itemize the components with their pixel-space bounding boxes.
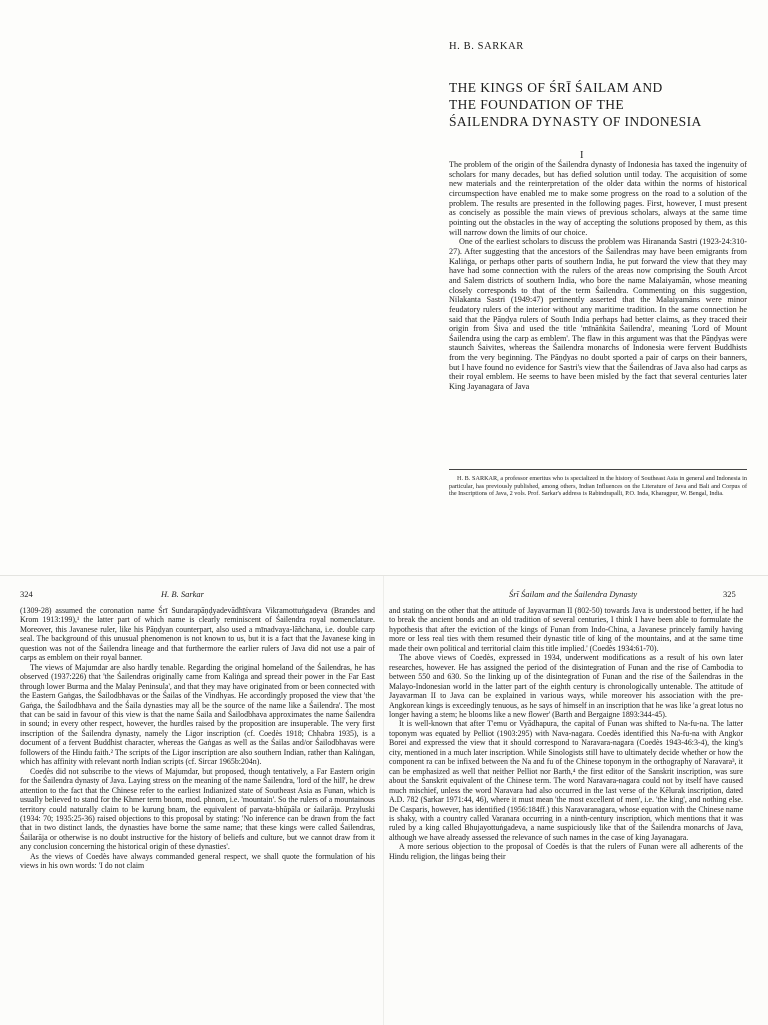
running-head-right: Śrī Śailam and the Śailendra Dynasty	[509, 589, 638, 599]
body-paragraph: The problem of the origin of the Śailendra dynasty of Indonesia has taxed the ingenuity of scholars for many decades, but has defied solution until today. The acquisition of some new materials and the reinterpretation of the older data within the norms of historical circumspection have enabled me to make some progress on the road to a solution of the problem. The results are presented in the following pages. First, however, I must present as concisely as possible the main views of previous scholars, always at the same time pointing out the obstacles in the way of accepting the solutions proposed by them, as this will narrow down the limits of our choice.	[449, 160, 747, 237]
title-line: THE KINGS OF ŚRĪ ŚAILAM AND	[449, 80, 663, 95]
right-page-text	[389, 606, 743, 861]
author-name: H. B. SARKAR	[449, 41, 524, 52]
two-page-spread	[0, 575, 768, 1025]
body-paragraph: and stating on the other that the attitude of Jayavarman II (802-50) towards Java is understood better, if he had to break the ancient bonds and an old tradition of several centuries, I think I have been able to formulate the hypothesis that after the eviction of the kings of Funan from Indo-China, a Javanese princely family having more or less real ties with them resumed their dynastic title of king of the mountains, and at the same time made their own political and territorial claim this title implied.' (Coedès 1934:61-70).	[389, 606, 743, 653]
left-page-text	[20, 606, 375, 871]
page-gutter	[383, 576, 384, 1025]
section-number: I	[580, 150, 584, 161]
article-body	[449, 160, 747, 392]
footnote-rule	[449, 469, 747, 470]
footnote-text: H. B. SARKAR, a professor emeritus who is specialized in the history of Southeast Asia in general and Indonesia in particular, has previously published, among others, Indian Influences on the Literature of Java and Bali and Corpus of the Inscriptions of Java, 2 vols. Prof. Sarkar's address is Rabindrapalli, P.O. Inda, Kharagpur, W. Bengal, India.	[449, 475, 747, 498]
author-footnote	[449, 475, 747, 498]
article-title	[449, 79, 749, 130]
body-paragraph: Coedès did not subscribe to the views of Majumdar, but proposed, though tentatively, a Far Eastern origin for the Śailendra dynasty of Java. Laying stress on the meaning of the name Śailendra, 'lord of the hill', he drew attention to the fact that the Chinese refer to the earliest Indianized state of Southeast Asia as Funan, which is usually believed to stand for the Khmer term bnom, mod. phnom, i.e. 'mountain'. So the rulers of a mountainous territory could naturally claim to be kurung bnam, the equivalent of parvata-bhūpāla or śailarāja. Przyluski (1934: 70; 1935:25-36) raised objections to this proposal by stating: 'No inference can be drawn from the fact that in two distinct lands, the dynasties have borne the same name; that these kings were called Śailendras, Śailarāja or otherwise is no doubt instructive for the history of beliefs and culture, but we cannot draw from it any conclusion concerning the historical origin of these dynasties'.	[20, 766, 375, 852]
body-paragraph: A more serious objection to the proposal of Coedès is that the rulers of Funan were all adherents of the Hindu religion, the liṅgas being their	[389, 842, 743, 861]
body-paragraph: The above views of Coedès, expressed in 1934, underwent modifications as a result of his own later researches, however. He has assigned the period of the disintegration of Funan and the rise of Cambodia to between 550 and 630. So the linking up of the disintegration of Funan and the rise of the Śailendras in the Malayo-Indonesian world in the latter part of the eighth century is chronologically untenable. The attitude of Jayavarman II to Java can be explained in various ways, while moreover his association with the pre-Angkorean kings is exceedingly tenuous, as he says of himself in an inscription that he was like 'a great lotus no longer having a stem; he blooms like a new flower' (Barth and Bergaigne 1893:344-45).	[389, 653, 744, 719]
running-head-left: H. B. Sarkar	[161, 589, 204, 599]
body-paragraph: It is well-known that after T'emu or Vyādhapura, the capital of Funan was shifted to Na-fu-na. The latter toponym was equated by Pelliot (1903:295) with Nava-nagara. Coedès identified this Na-fu-na with Angkor Borei and expressed the view that it should correspond to Naravara-nagara (Coedès 1943-46:3-4), the king's city, mentioned in a much later inscription. While Sinologists still have to ultimately decide whether or how the component ra can be infixed between the Na and fu of the Chinese toponym in the orthography of Naravara³, it can be emphasized as well that neither Pelliot nor Barth,⁴ the first editor of the Sanskrit inscription, was sure about the Sanskrit equivalent of the Chinese term. The word Naravara-nagara could not by itself have caused much mischief, unless the word Naravara had also occurred in the last verse of the Kĕlurak inscription, dated A.D. 782 (Sarkar 1971:44, 46), where it must mean 'the most excellent of men', i.e. 'the king', and nothing else. De Casparis, however, has identified (1956:184ff.) this Naravaranagara, whose equation with the Chinese name is shaky, with a country called Varanara occurring in a ninth-century inscription, which mentions that it was ruled by a king called Bhujayottuṅgadeva, a name suspiciously like that of the Śailendra monarchs of Java, although we have already assessed the relevance of such names in the case of king Jayanagara.	[389, 719, 743, 842]
title-line: ŚAILENDRA DYNASTY OF INDONESIA	[449, 114, 702, 129]
title-line: THE FOUNDATION OF THE	[449, 97, 625, 112]
page-number-left: 324	[20, 589, 33, 599]
body-paragraph: (1309-28) assumed the coronation name Śrī Sundarapāṇḍyadevādhīśvara Vikramottuṅgadeva (Brandes and Krom 1913:199),¹ the latter part of which name is clearly reminiscent of Śailendra royal nomenclature. Moreover, this Javanese ruler, like his Pāṇḍyan counterpart, also used a mīnadvaya-lāñchana, i.e. double carp seal. The background of this unusual phenomenon is not known to us, but it is a fact that the Javanese king in question was not of the Śailendra lineage and that furthermore the earlier rulers of Java did not use a pair of carps as emblem on their royal banner.	[20, 606, 375, 663]
body-paragraph: The views of Majumdar are also hardly tenable. Regarding the original homeland of the Śailendras, he has observed (1937:226) that 'the Śailendras originally came from Kaliṅga and spread their power in the Far East through lower Burma and the Malay Peninsula', and that they may have originated from or been connected with the Eastern Gaṅgas, the Śailodbhavas or the Śailas of the Vindhyas. He accordingly proposed the view that 'the Gaṅga, the Śailodbhava and the Śaila dynasties may all be the source of the name like a Śailendra'. The most that can be said in favour of this view is that the name Śaila and Śailodbhava approximates the name Śailendra in sound; in every other respect, however, the hurdles raised by the proposition are insuperable. The very first inscription of the Śailendra dynasty, namely the Ligor inscription (cf. Coedès 1918; Chhabra 1935), is a document of a fervent Buddhist character, whereas the Gaṅgas as well as the Śailas and/or Śailodbhavas were followers of the Hindu faith.² The scripts of the Ligor inscription are also southern Indian, rather than Kaliṅgan, which has affinity with relevant north Indian scripts (cf. Sircar 1965b:204n).	[20, 662, 375, 767]
body-paragraph: One of the earliest scholars to discuss the problem was Hirananda Sastri (1923-24:310-27). After suggesting that the ancestors of the Śailendras may have been emigrants from Kaliṅga, or perhaps other parts of southern India, he put forward the view that they may have had some connection with the rulers of the areas now comprising the South Arcot and Salem districts of southern India, who bore the name Malaiyamān, whose meaning closely corresponds to that of the term Śailendra. Commenting on this suggestion, Nilakanta Sastri (1949:47) pertinently asserted that the Malaiyamāns were minor feudatory rulers of the interior without any maritime tradition. In the same connection he said that the Pāṇḍya rulers of South India perhaps had better claims, as they traced their origin from Śiva and used the title 'mīnāṅkita Śailendra', meaning 'Lord of Mount Śailendra using the carp as emblem'. The flaw in this argument was that the Pāṇḍyas were staunch Śaivites, whereas the Śailendra monarchs of Indonesia were fervent Buddhists from the very beginning. The Pāṇḍyas no doubt sported a pair of carps on their banners, but I have found no evidence for Sastri's view that the Śailendras of Java also had carps as their royal emblem. He seems to have been misled by the fact that several centuries later King Jayanagara of Java	[449, 237, 747, 392]
page-number-right: 325	[723, 589, 736, 599]
body-paragraph: As the views of Coedès have always commanded general respect, we shall quote the formulation of his views in his own words: 'I do not claim	[20, 851, 375, 871]
